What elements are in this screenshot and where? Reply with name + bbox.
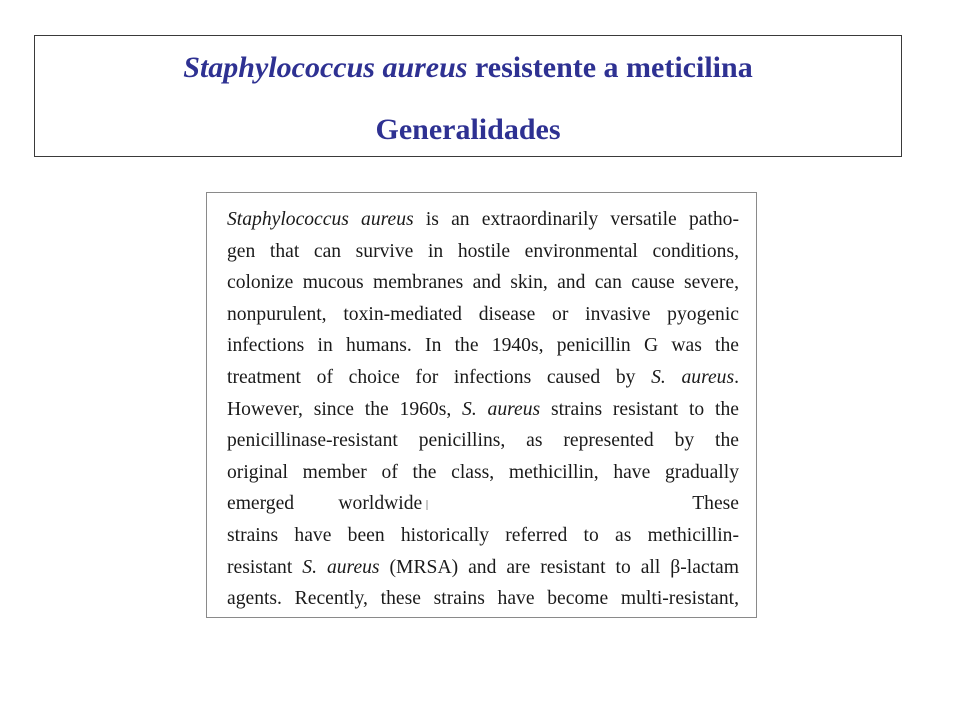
excerpt-text: nonpurulent, toxin-mediated disease or invasive pyogenic (227, 303, 739, 325)
excerpt-text: strains resistant to the (540, 398, 739, 420)
excerpt-line (227, 488, 739, 520)
title-topic: resistente a meticilina (467, 51, 753, 84)
title-organism-name: Staphylococcus aureus (183, 51, 468, 84)
excerpt-text: agents. Recently, these strains have become multi-resistant, (227, 588, 739, 610)
excerpt-text: strains have been historically referred to as methicillin- (227, 524, 739, 546)
slide-subtitle: Generalidades (375, 113, 561, 146)
citation-mark (426, 500, 428, 510)
excerpt-line (227, 236, 739, 268)
excerpt-italic-text: S. aureus (302, 556, 380, 578)
excerpt-paragraph (227, 204, 739, 615)
excerpt-text: These (692, 493, 739, 515)
excerpt-line (227, 299, 739, 331)
excerpt-text: penicillinase-resistant penicillins, as represented by the (227, 430, 739, 452)
slide-title-box (34, 35, 902, 157)
excerpt-text: infections in humans. In the 1940s, penicillin G was the (227, 335, 739, 357)
excerpt-text: emerged worldwide (227, 493, 423, 515)
excerpt-italic-text: Staphylococcus aureus (227, 209, 414, 230)
excerpt-line (227, 330, 739, 362)
excerpt-line (227, 520, 739, 552)
excerpt-line (227, 362, 739, 394)
excerpt-line (227, 425, 739, 457)
excerpt-text: gen that can survive in hostile environmental conditions, (227, 240, 739, 262)
excerpt-text: resistant (227, 556, 303, 578)
excerpt-italic-text: S. aureus (651, 366, 735, 388)
redacted-citation-gap (422, 488, 692, 520)
excerpt-text: treatment of choice for infections caused by (227, 366, 652, 388)
excerpt-line (227, 267, 739, 299)
article-excerpt-image (206, 192, 757, 618)
excerpt-line (227, 457, 739, 489)
excerpt-text: However, since the 1960s, (227, 398, 463, 420)
excerpt-line (227, 552, 739, 584)
excerpt-text: original member of the class, methicillin, have gradually (227, 461, 739, 483)
excerpt-text: (MRSA) and are resistant to all β-lactam (379, 556, 739, 578)
slide-title (35, 50, 901, 86)
excerpt-line (227, 394, 739, 426)
excerpt-line (227, 204, 739, 236)
excerpt-text: is an extraordinarily versatile patho- (413, 209, 739, 230)
excerpt-line (227, 583, 739, 615)
excerpt-italic-text: S. aureus (462, 398, 541, 420)
excerpt-text: . (734, 366, 739, 388)
excerpt-text: colonize mucous membranes and skin, and can cause severe, (227, 272, 739, 294)
